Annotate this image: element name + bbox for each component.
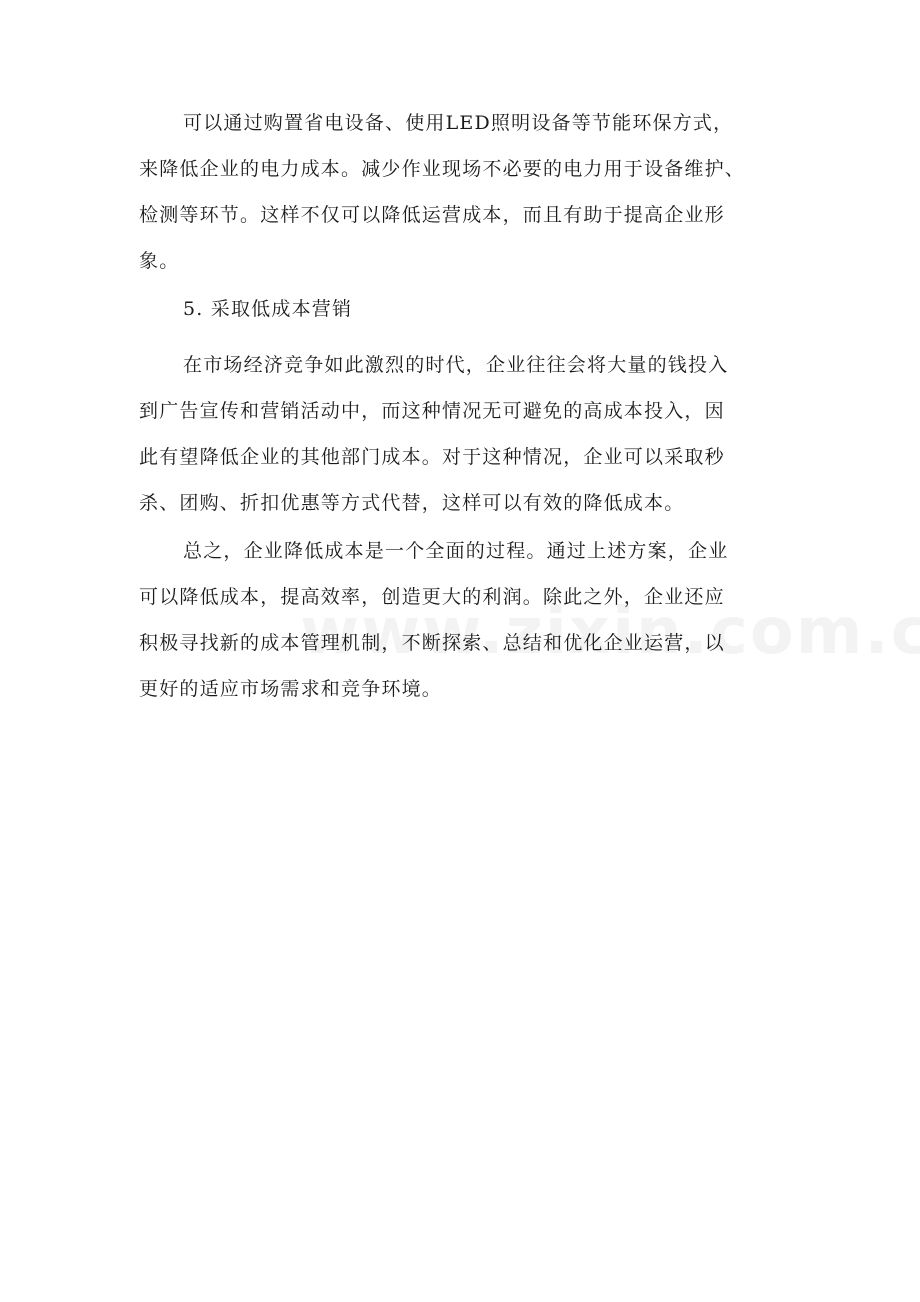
watermark (300, 595, 920, 669)
section-heading-text: 5. 采取低成本营销 (183, 298, 353, 320)
paragraph-line: 来降低企业的电力成本。减少作业现场不必要的电力用于设备维护、 (139, 158, 746, 180)
paragraph-line: 杀、团购、折扣优惠等方式代替，这样可以有效的降低成本。 (139, 492, 685, 514)
paragraph-line: 象。 (139, 250, 180, 272)
paragraph-line: 可以降低成本，提高效率，创造更大的利润。除此之外，企业还应 (139, 586, 725, 608)
paragraph-line: 到广告宣传和营销活动中，而这种情况无可避免的高成本投入，因 (139, 400, 725, 422)
paragraph-line: 积极寻找新的成本管理机制，不断探索、总结和优化企业运营，以 (139, 632, 725, 654)
paragraph-line: 在市场经济竞争如此激烈的时代，企业往往会将大量的钱投入 (183, 354, 729, 376)
paragraph-line: 此有望降低企业的其他部门成本。对于这种情况，企业可以采取秒 (139, 446, 725, 468)
paragraph-line: 总之，企业降低成本是一个全面的过程。通过上述方案，企业 (183, 540, 729, 562)
paragraph-line: 检测等环节。这样不仅可以降低运营成本，而且有助于提高企业形 (139, 204, 725, 226)
paragraph-line: 更好的适应市场需求和竞争环境。 (139, 678, 443, 700)
paragraph-line: 可以通过购置省电设备、使用LED照明设备等节能环保方式， (183, 112, 734, 134)
